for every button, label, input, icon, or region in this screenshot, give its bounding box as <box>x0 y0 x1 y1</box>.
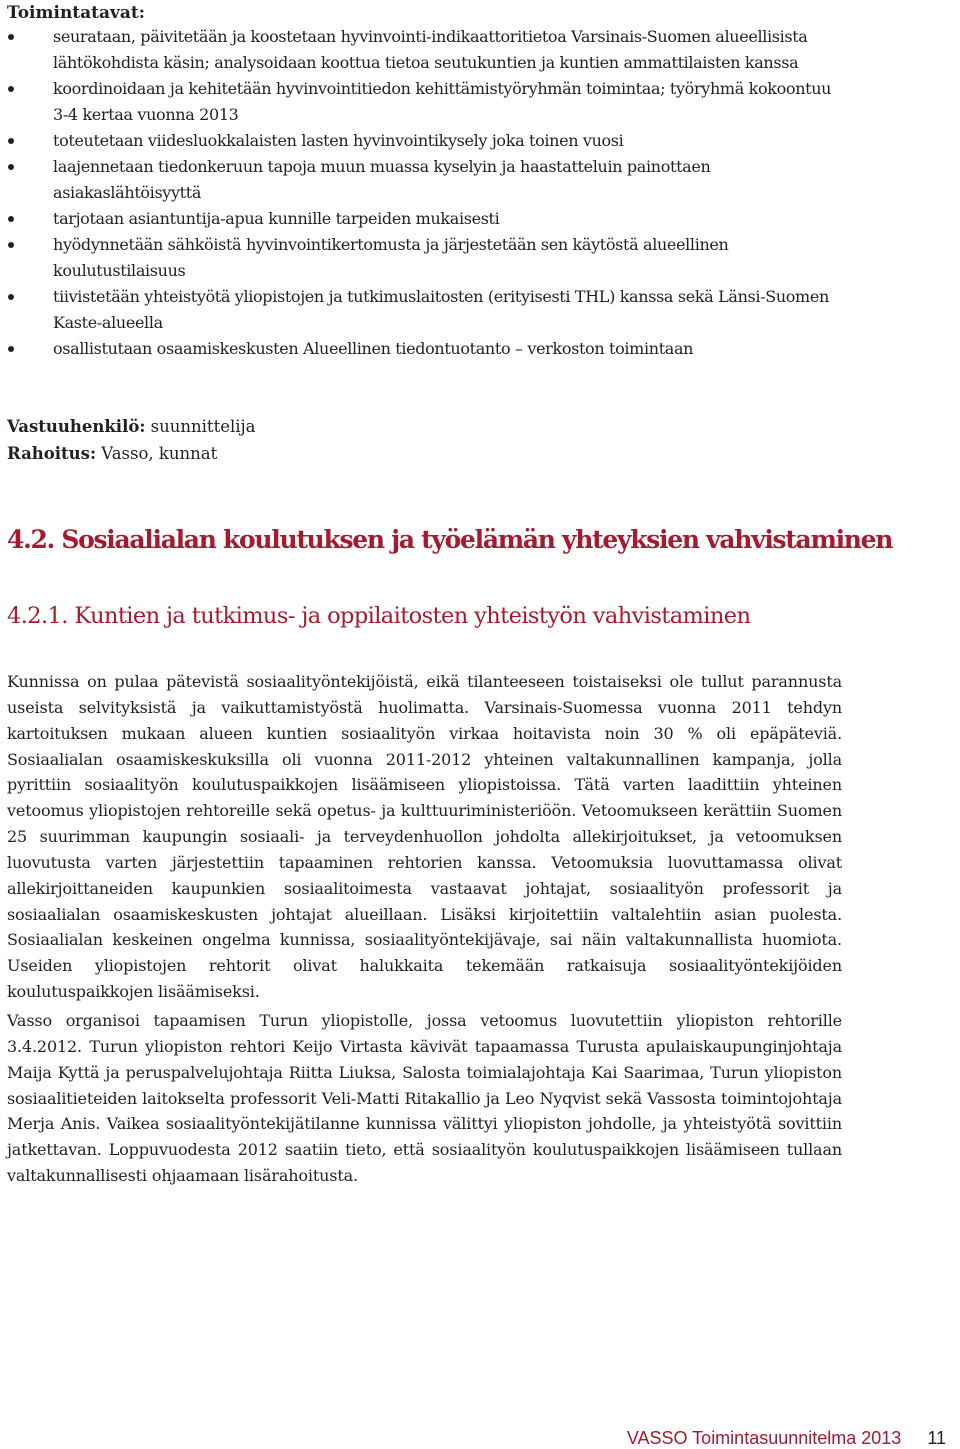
page-footer <box>627 1427 946 1449</box>
list-item <box>7 76 842 128</box>
list-item-text: tarjotaan asiantuntija-apua kunnille tarpeiden mukaisesti <box>53 209 500 228</box>
list-item <box>7 336 842 362</box>
bullet-dot-icon <box>8 164 14 170</box>
list-item <box>7 24 842 76</box>
list-item <box>7 206 842 232</box>
bullet-list <box>7 24 842 362</box>
section-heading: Toimintatavat: <box>7 3 146 23</box>
bullet-dot-icon <box>8 216 14 222</box>
bullet-dot-icon <box>8 294 14 300</box>
funding-value: Vasso, kunnat <box>96 444 218 463</box>
list-item-text: hyödynnetään sähköistä hyvinvointikertomusta ja järjestetään sen käytöstä alueellinen koulutustilaisuus <box>53 235 729 280</box>
list-item <box>7 128 842 154</box>
list-item-text: osallistutaan osaamiskeskusten Alueellinen tiedontuotanto – verkoston toimintaan <box>53 339 694 358</box>
responsible-label: Vastuuhenkilö: <box>7 417 146 436</box>
list-item-text: seurataan, päivitetään ja koostetaan hyvinvointi-indikaattoritietoa Varsinais-Suomen alueellisista lähtökohdista käsin; analysoidaan koottua tietoa seutukuntien ja kuntien ammattilaisten kanssa <box>53 27 808 72</box>
list-item-text: koordinoidaan ja kehitetään hyvinvointitiedon kehittämistyöryhmän toimintaa; työryhmä kokoontuu 3-4 kertaa vuonna 2013 <box>53 79 832 124</box>
bullet-dot-icon <box>8 242 14 248</box>
bullet-dot-icon <box>8 346 14 352</box>
funding <box>7 442 217 466</box>
paragraph: Kunnissa on pulaa pätevistä sosiaalityöntekijöistä, eikä tilanteeseen toistaiseksi ole tullut parannusta useista selvityksistä ja vaikuttamistyöstä huolimatta. Varsinais-Suomessa vuonna 2011 tehdyn kartoituksen mukaan alueen kuntien sosiaalityön virkaa hoitavista noin 30 % oli epäpäteviä. Sosiaalialan osaamiskeskuksilla oli vuonna 2011-2012 yhteinen valtakunnallinen kampanja, jolla pyrittiin sosiaalityön koulutuspaikkojen lisäämiseen yliopistoissa. Tätä varten laadittiin yhteinen vetoomus yliopistojen rehtoreille sekä opetus- ja kulttuuriministeriöön. Vetoomukseen kerättiin Suomen 25 suurimman kaupungin sosiaali- ja terveydenhuollon johdolta allekirjoitukset, ja vetoomuksen luovutusta varten järjestettiin tapaaminen rehtorien kanssa. Vetoomuksia luovuttamassa olivat allekirjoittaneiden kaupunkien sosiaalitoimesta vastaavat johtajat, sosiaalityön professorit ja sosiaalialan osaamiskeskusten johtajat alueillaan. Lisäksi kirjoitettiin valtalehtiin asian puolesta. Sosiaalialan keskeinen ongelma kunnissa, sosiaalityöntekijävaje, sai näin valtakunnallista huomiota. Useiden yliopistojen rehtorit olivat halukkaita tekemään ratkaisuja sosiaalityöntekijöiden koulutuspaikkojen lisäämiseksi. <box>7 672 842 1002</box>
list-item-text: laajennetaan tiedonkeruun tapoja muun muassa kyselyin ja haastatteluin painottaen asiakaslähtöisyyttä <box>53 157 711 202</box>
heading-4-2-1: 4.2.1. Kuntien ja tutkimus- ja oppilaitosten yhteistyön vahvistaminen <box>7 603 751 629</box>
bullet-dot-icon <box>8 86 14 92</box>
list-item-text: toteutetaan viidesluokkalaisten lasten hyvinvointikysely joka toinen vuosi <box>53 131 624 150</box>
bullet-dot-icon <box>8 34 14 40</box>
paragraph: Vasso organisoi tapaamisen Turun yliopistolle, jossa vetoomus luovutettiin yliopiston rehtorille 3.4.2012. Turun yliopiston rehtori Keijo Virtasta kävivät tapaamassa Turusta apulaiskaupunginjohtaja Maija Kyttä ja peruspalvelujohtaja Riitta Liuksa, Salosta toimialajohtaja Kai Saarimaa, Turun yliopiston sosiaalitieteiden laitokselta professorit Veli-Matti Ritakallio ja Leo Nyqvist sekä Vassosta toimintojohtaja Merja Anis. Vaikea sosiaalityöntekijätilanne kunnissa välittyi yliopiston johdolle, ja yhteistyötä sovittiin jatkettavan. Loppuvuodesta 2012 saatiin tieto, että sosiaalityön koulutuspaikkojen lisäämiseen tullaan valtakunnallisesti ohjaamaan lisärahoitusta. <box>7 1011 842 1186</box>
list-item <box>7 232 842 284</box>
heading-4-2: 4.2. Sosiaalialan koulutuksen ja työelämän yhteyksien vahvistaminen <box>7 525 893 554</box>
list-item <box>7 154 842 206</box>
responsible-value: suunnittelija <box>145 417 256 436</box>
funding-label: Rahoitus: <box>7 444 97 463</box>
footer-title: VASSO Toimintasuunnitelma 2013 <box>626 1428 902 1448</box>
list-item-text: tiivistetään yhteistyötä yliopistojen ja tutkimuslaitosten (erityisesti THL) kanssa sekä Länsi-Suomen Kaste-alueella <box>53 287 829 332</box>
list-item <box>7 284 842 336</box>
responsible-person <box>7 415 255 439</box>
page-number: 11 <box>927 1428 946 1448</box>
bullet-dot-icon <box>8 138 14 144</box>
